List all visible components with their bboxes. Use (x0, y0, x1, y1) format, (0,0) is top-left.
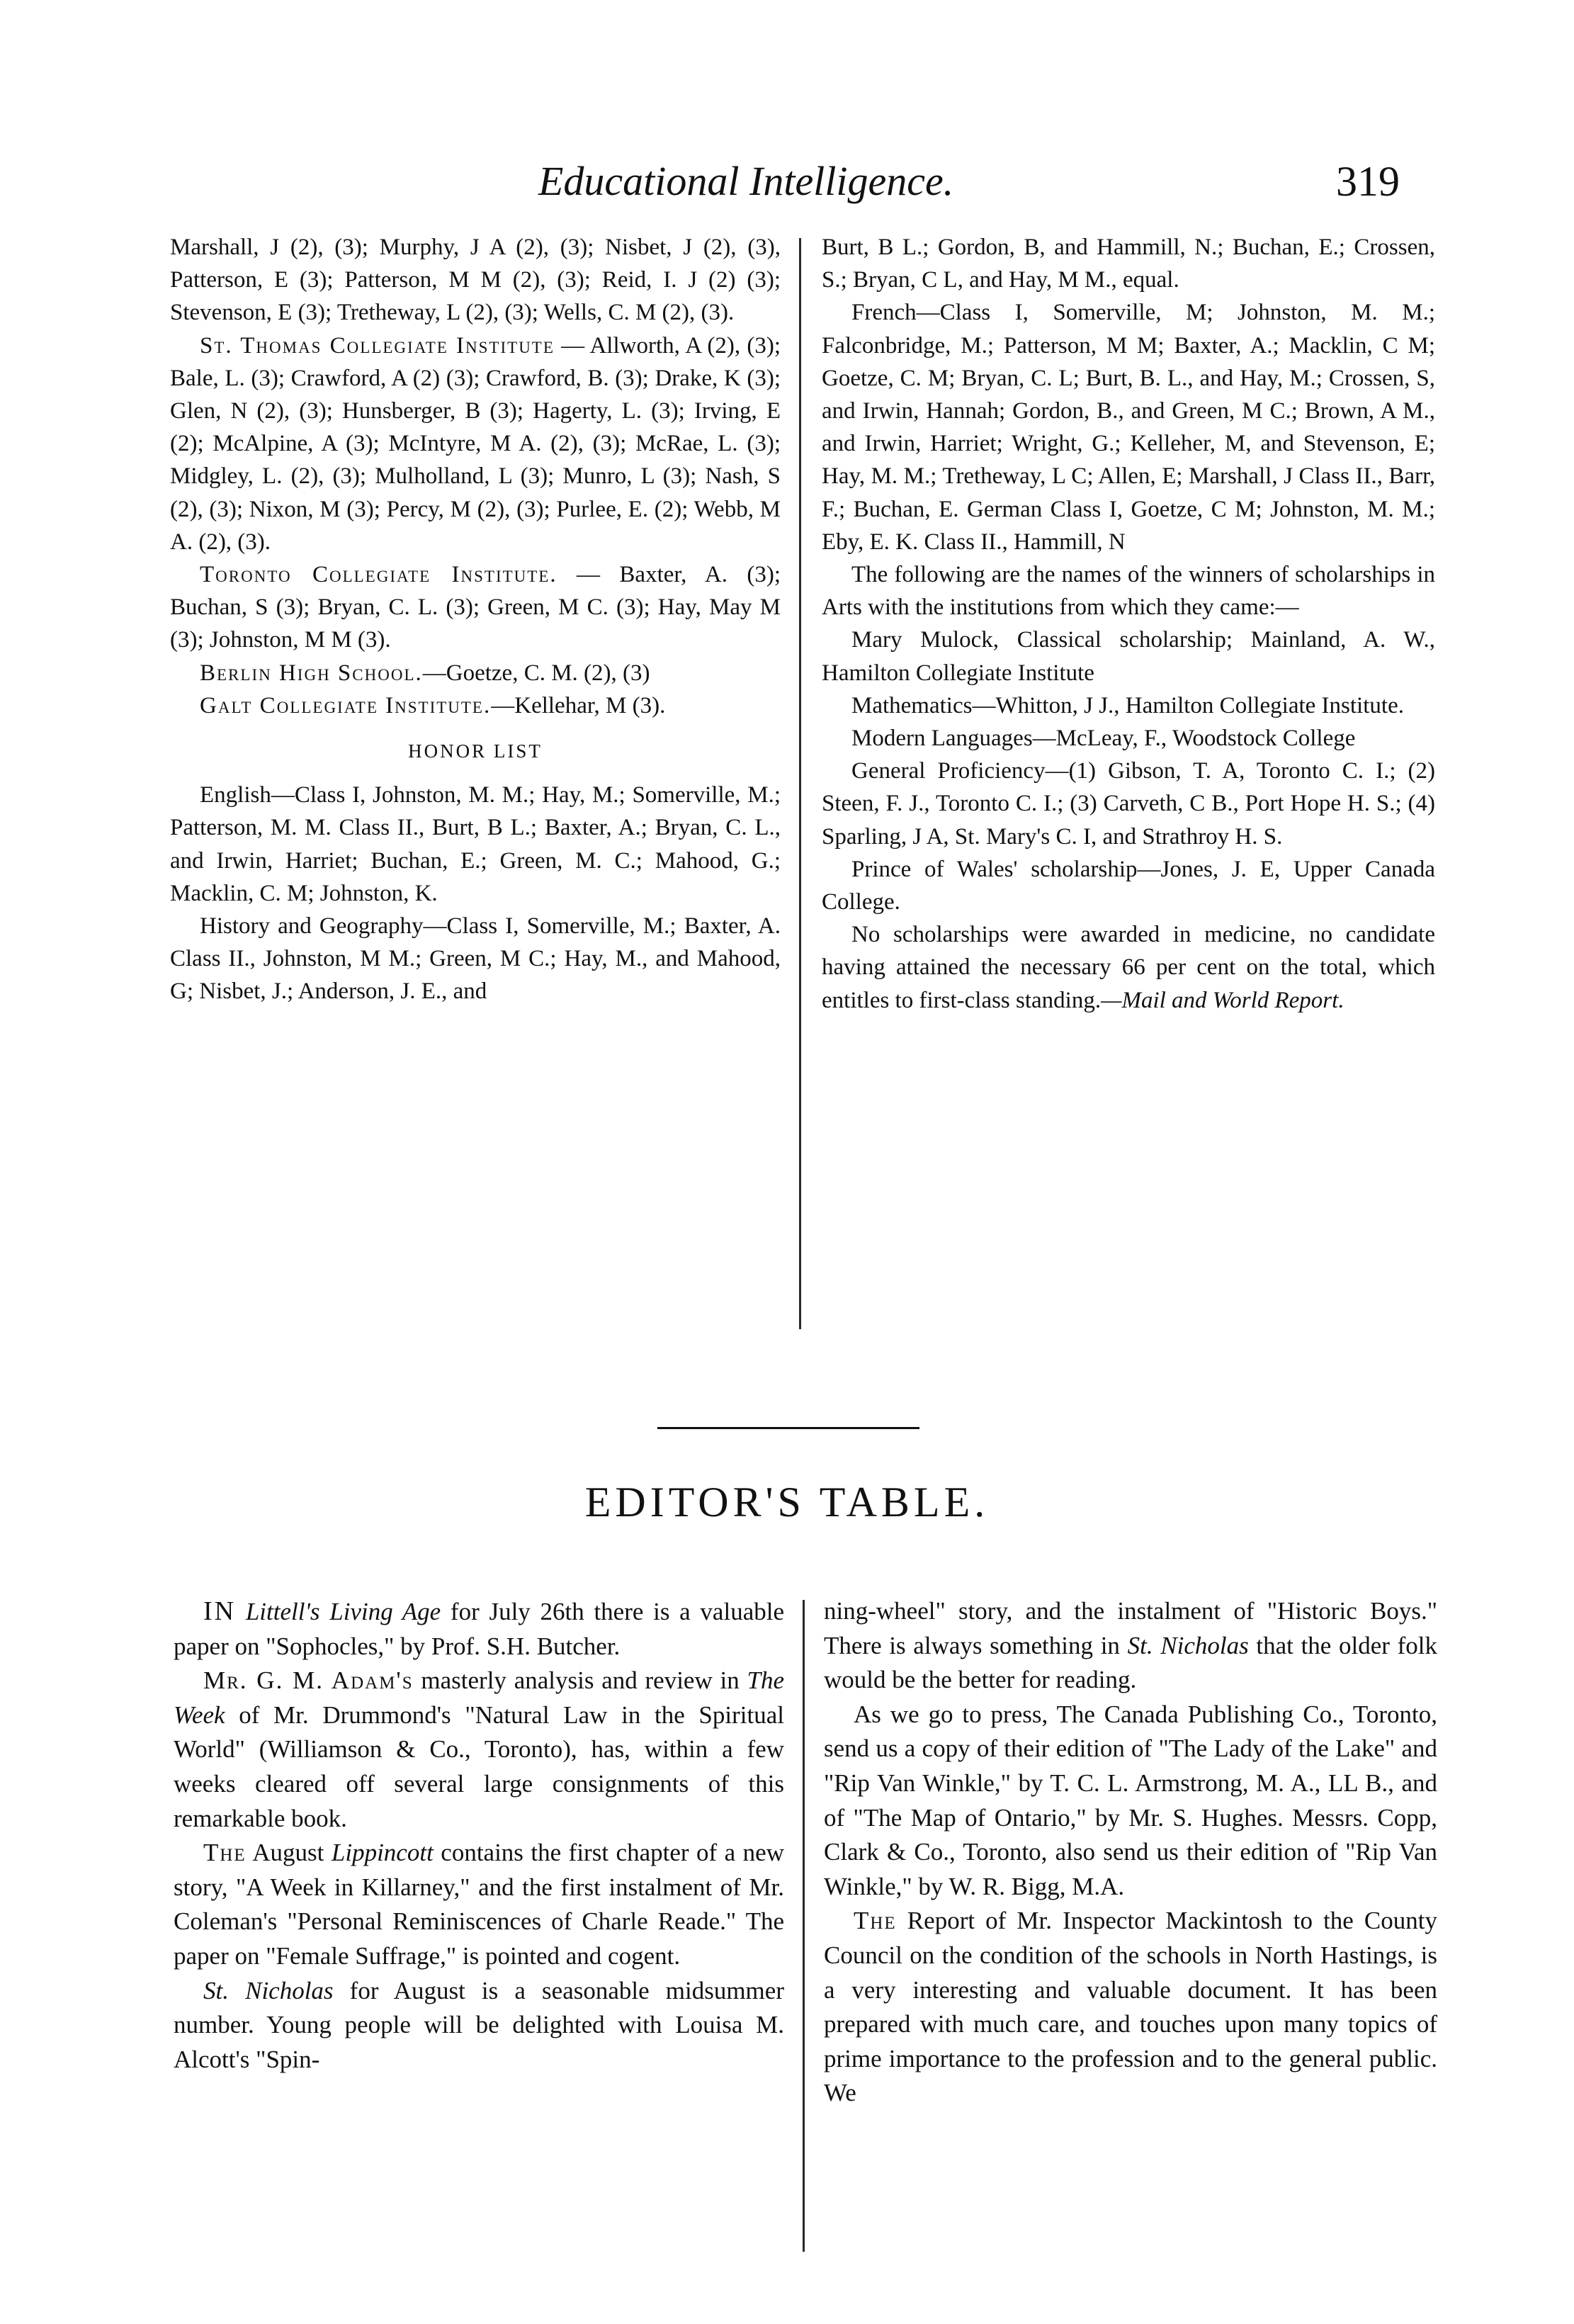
general-proficiency-scholarship: General Proficiency—(1) Gibson, T. A, Toronto C. I.; (2) Steen, F. J., Toronto C. I.; (3) Carveth, C B., Port Hope H. S.; (4) Sparling, J A, St. Mary's C. I, and Strathroy H. S. (822, 758, 1435, 850)
english-honors: English—Class I, Johnston, M. M.; Hay, M.; Somerville, M.; Patterson, M. M. Class II., Burt, B L.; Baxter, A.; Bryan, C. L., and Irwin, Harriet; Buchan, E.; Green, M. C.; Mahood, G.; Macklin, C. M; Johnston, K. (170, 782, 781, 906)
toronto-paragraph (170, 558, 781, 657)
classical-scholarship: Mary Mulock, Classical scholarship; Mainland, A. W., Hamilton Collegiate Institute (822, 627, 1435, 686)
paragraph-text: Report of Mr. Inspector Mackintosh to the County Council on the condition of the schools in North Hastings, is a very interesting and valuable document. It has been prepared with much care, and touches upon many topics of prime importance to the profession and to the general public. We (824, 1907, 1437, 2107)
paragraph-text: that the older folk would be the better for reading. (824, 1631, 1437, 1694)
results-column-right (822, 231, 1435, 1326)
publication-title: St. Nicholas (1127, 1631, 1249, 1659)
column-divider (803, 1600, 805, 2252)
history-honors: History and Geography—Class I, Somerville, M.; Baxter, A. Class II., Johnston, M M.; Green, M C.; Hay, M., and Mahood, G; Nisbet, J.; Anderson, J. E., and (170, 913, 781, 1005)
institution-heading: Berlin High School. (200, 660, 423, 686)
institution-heading: Toronto Collegiate Institute. (200, 562, 557, 588)
paragraph-text: contains the first chapter of a new story, "A Week in Killarney," and the first instalment of Mr. Coleman's "Personal Reminiscences of Charle Reade." The paper on "Female Suffrage," is pointed and cogent. (174, 1839, 784, 1970)
lippincott-paragraph (174, 1836, 784, 1973)
publication-title: The Week (174, 1666, 784, 1729)
galt-paragraph (170, 689, 781, 722)
institution-results: — Baxter, A. (3); Buchan, S (3); Bryan, C. L. (3); Green, M C. (3); Hay, May M (3); Johnston, M M (3). (170, 562, 781, 653)
prince-of-wales-scholarship: Prince of Wales' scholarship—Jones, J. E, Upper Canada College. (822, 856, 1435, 915)
column-divider (799, 238, 801, 1329)
source-citation: —Mail and World Report. (1101, 987, 1344, 1013)
paragraph-text: of Mr. Drummond's "Natural Law in the Spiritual World" (Williamson & Co., Toronto), has, within a few weeks cleared off several large consignments of this remarkable book. (174, 1700, 784, 1832)
lead-letters: IN (203, 1596, 237, 1626)
mackintosh-report-paragraph (824, 1904, 1437, 2111)
history-honors-continued: Burt, B L.; Gordon, B, and Hammill, N.; Buchan, E.; Crossen, S.; Bryan, C L, and Hay, M M., equal. (822, 235, 1435, 293)
running-title: Educational Intelligence. (538, 158, 954, 204)
results-paragraph: Marshall, J (2), (3); Murphy, J A (2), (3); Nisbet, J (2), (3), Patterson, E (3); Patterson, M M (2), (3); Reid, I. J (2) (3); Stevenson, E (3); Tretheway, L (2), (3); Wells, C. M (2), (3). (170, 235, 781, 326)
mathematics-scholarship: Mathematics—Whitton, J J., Hamilton Collegiate Institute. (851, 692, 1404, 718)
paragraph-text: masterly analysis and review in (413, 1666, 747, 1695)
lead-word: The (203, 1839, 247, 1867)
st-thomas-paragraph (170, 329, 781, 558)
st-nicholas-continued (824, 1594, 1437, 1698)
berlin-paragraph (170, 657, 781, 689)
section-divider (657, 1427, 919, 1429)
medicine-note (822, 918, 1435, 1017)
paragraph-text: for July 26th there is a valuable paper on "Sophocles," by Prof. S.H. Butcher. (174, 1598, 784, 1660)
institution-results: —Kellehar, M (3). (491, 692, 666, 718)
canada-publishing-paragraph: As we go to press, The Canada Publishing Co., Toronto, send us a copy of their edition of "The Lady of the Lake" and "Rip Van Winkle," by T. C. L. Armstrong, M. A., LL B., and of "The Map of Ontario," by Mr. S. Hughes. Messrs. Copp, Clark & Co., Toronto, also send us their edition of "Rip Van Winkle," by W. R. Bigg, M.A. (824, 1700, 1437, 1900)
modern-languages-scholarship: Modern Languages—McLeay, F., Woodstock College (851, 726, 1356, 752)
publication-title: Littell's Living Age (245, 1598, 441, 1625)
living-age-paragraph (174, 1594, 784, 1664)
institution-results: — Allworth, A (2), (3); Bale, L. (3); Crawford, A (2) (3); Crawford, B. (3); Drake, K (3); Glen, N (2), (3); Hunsberger, B (3); Hagerty, L. (3); Irving, E (2); McAlpine, A (3); McIntyre, M A. (2), (3); McRae, L. (3); Midgley, L. (2), (3); Mulholland, L (3); Munro, L (3); Nash, S (2), (3); Nixon, M (3); Percy, M (2), (3); Purlee, E. (2); Webb, M A. (2), (3). (170, 332, 781, 555)
institution-heading: St. Thomas Collegiate Institute (200, 332, 555, 359)
editors-table-column-right (824, 1594, 1437, 2253)
institution-results: —Goetze, C. M. (2), (3) (422, 660, 650, 686)
publication-title: Lippincott (331, 1839, 434, 1867)
french-german-honors: French—Class I, Somerville, M; Johnston, M. M.; Falconbridge, M.; Patterson, M M; Baxter, A.; Macklin, C M; Goetze, C. M; Bryan, C. L; Burt, B. L., and Hay, M.; Crossen, S, and Irwin, Hannah; Gordon, B., and Green, M C.; Brown, A M., and Irwin, Harriet; Wright, G.; Kelleher, M, and Stevenson, E; Hay, M. M.; Tretheway, L C; Allen, E; Marshall, J Class II., Barr, F.; Buchan, E. German Class I, Goetze, C M; Johnston, M. M.; Eby, E. K. Class II., Hammill, N (822, 300, 1435, 555)
scholarship-intro: The following are the names of the winners of scholarships in Arts with the institutions from which they came:— (822, 562, 1435, 621)
lead-word: The (854, 1907, 897, 1935)
page-number: 319 (1336, 158, 1400, 205)
editors-table-column-left (174, 1594, 784, 2253)
publication-title: St. Nicholas (203, 1976, 334, 2004)
paragraph-text: August (246, 1839, 332, 1867)
honor-list-heading: HONOR LIST (408, 740, 543, 762)
institution-heading: Galt Collegiate Institute. (200, 692, 492, 718)
adam-review-paragraph (174, 1664, 784, 1836)
medicine-text: No scholarships were awarded in medicine, no candidate having attained the necessary 66 per cent on the total, which entitles to first-class standing. (822, 922, 1435, 1013)
lead-name: Mr. G. M. Adam's (203, 1666, 414, 1695)
section-title: EDITOR'S TABLE. (584, 1479, 990, 1525)
paragraph-text: ning-wheel" story, and the instalment of "Historic Boys." There is always something in (824, 1597, 1437, 1659)
st-nicholas-paragraph (174, 1974, 784, 2077)
results-column-left (170, 231, 781, 1326)
running-header (0, 157, 1574, 214)
paragraph-text: for August is a seasonable midsummer number. Young people will be delighted with Louisa M. Alcott's "Spin- (174, 1976, 784, 2073)
